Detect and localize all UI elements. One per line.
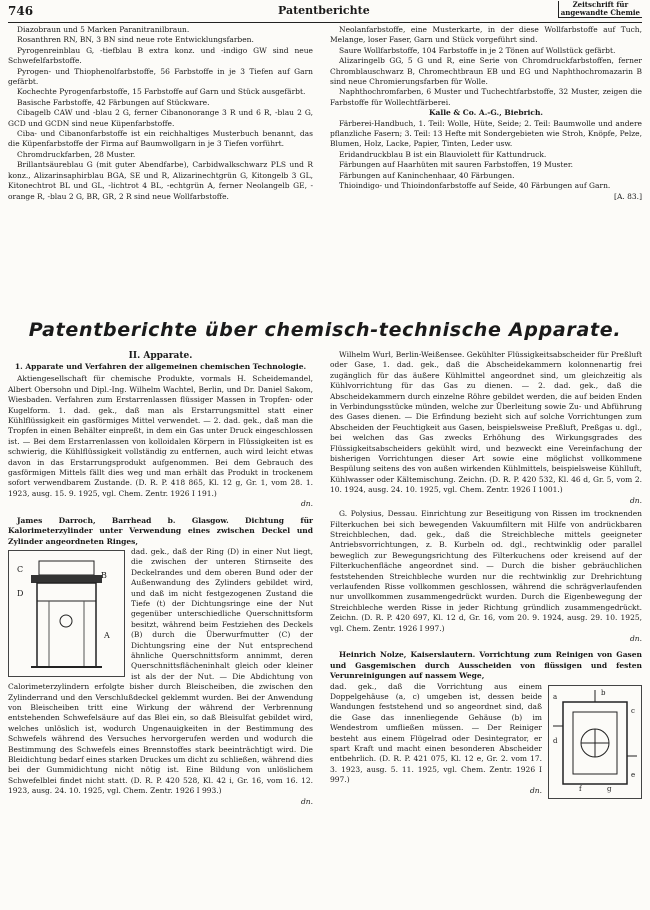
entry: Färbungen auf Haarhüten mit sauren Farbstoffen, 19 Muster.	[339, 160, 574, 170]
signature: dn.	[300, 796, 313, 806]
entry: Naphthochromfarben, 6 Muster und Tuchechtfarbstoffe, 32 Muster, zeigen die Farbstoffe für Wollechtfärberei.	[330, 87, 642, 107]
entry: Cibagelb CAW und -blau 2 G, ferner Cibanonorange 3 R und 6 R, -blau 2 G, GCD und GCDN sind neue Küpenfarbstoffe.	[8, 108, 313, 128]
page-number: 746	[8, 4, 34, 18]
fig-label: B	[101, 570, 107, 580]
fig-label: A	[104, 630, 110, 640]
entry: Pyrogenreinblau G, -tiefblau B extra konz. und -indigo GW sind neue Schwefelfarbstoffe.	[8, 45, 313, 66]
journal-line-1: Zeitschrift für	[572, 0, 629, 9]
page-header	[8, 0, 642, 23]
top-right-column	[330, 25, 642, 202]
signature: dn.	[529, 785, 542, 795]
figure-gas-cleaner	[548, 685, 642, 799]
patent-entry: G. Polysius, Dessau. Einrichtung zur Beseitigung von Rissen im trocknenden Filterkuchen bei sich bewegenden Vakuumfiltern mit Hilfe von andrückbaren Streichblechen, dad. gek., daß die Streichbleche mittels geeigneter Antriebsvorrichtungen, z. B. Kurbeln od. dgl., rechtwinklig oder parallel beweglich zur Bewegungsrichtung des Filterkuchens oder kreisend auf der Filterkuchenfläche angeordnet sind. — Durch die bisher gebräuchlichen feststehenden Streichbleche wurden nur die rechtwinklig zur Drehrichtung verlaufenden Risse vollkommen geschlossen, während die schrägverlaufenden nur unvollkommen zusammengedrückt wurden. Durch die Eigenbewegung der Streichbleche werden Risse in jeder Richtung gründlich zusammengedrückt. Zeichn. (D. R. P. 420 697, Kl. 12 d, Gr. 16, vom 20. 9. 1924, ausg. 29. 10. 1925, vgl. Chem. Zentr. 1926 I 997.)	[330, 509, 642, 633]
signature: dn.	[629, 495, 642, 505]
entry: Thioindigo- und Thioindonfarbstoffe auf Seide, 40 Färbungen auf Garn.	[339, 181, 611, 191]
lower-right-column	[330, 350, 642, 801]
entry: Färbungen auf Kaninchenhaar, 40 Färbungen.	[339, 170, 515, 180]
fig-label: b	[601, 688, 606, 697]
patent-entry: Aktiengesellschaft für chemische Produkte, vormals H. Scheidemandel, Albert Obersohn und Dipl.-Ing. Wilhelm Wachtel, Berlin, und Dr. Daniel Sakom, Wiesbaden. Verfahren zum Erstarrenlassen flüssiger Massen in Tropfen- oder Kugelform. 1. dad. gek., daß man als Erstarrungsmittel statt einer Kühlflüssigkeit ein gasförmiges Mittel verwendet. — 2. dad. gek., daß man die Tropfen in einen Behälter einpreßt, in dem ein Gas unter Druck eingeschlossen ist. — Bei dem Erstarrenlassen von kolloidalen Körpern in Flüssigkeiten ist es schwierig, die Kühlflüssigkeit vollständig zu entfernen, auch wird leicht etwas davon in das Erstarrungsprodukt aufgenommen. Bei dem Gebrauch des gasförmigen Mittels fällt dies weg und man erhält das Produkt in trockenem sofort verwendbarem Zustande. (D. R. P. 418 865, Kl. 12 g, Gr. 1, vom 28. 1. 1923, ausg. 15. 9. 1925, vgl. Chem. Zentr. 1926 I 191.)	[8, 374, 313, 498]
fig-label: C	[17, 564, 24, 574]
entry: Kochechte Pyrogenfarbstoffe, 15 Farbstoffe auf Garn und Stück ausgefärbt.	[17, 87, 306, 97]
entry: Ciba- und Cibanonfarbstoffe ist ein reichhaltiges Musterbuch benannt, das die Küpenfarbstoffe der Firma auf Baumwollgarn in je 3 Tiefen vorführt.	[8, 129, 313, 149]
entry: Neolanfarbstoffe, eine Musterkarte, in der diese Wollfarbstoffe auf Tuch, Melange, loser Faser, Garn und Stück vorgeführt sind.	[330, 25, 642, 45]
journal-box	[558, 1, 642, 18]
journal-line-2: angewandte Chemie	[560, 8, 640, 17]
fig-label: g	[607, 784, 612, 793]
entry: Pyrogen- und Thiophenolfarbstoffe, 56 Farbstoffe in je 3 Tiefen auf Garn gefärbt.	[8, 66, 313, 87]
signature: dn.	[300, 499, 313, 509]
fig-label: e	[631, 770, 636, 779]
entry: Alizaringelb GG, 5 G und R, eine Serie von Chromdruckfarbstoffen, ferner Chromblauschwarz B, Chromechtbraun EB und EG und Naphthochromazarin B sind neue Chromierungsfarben für Wolle.	[330, 56, 642, 87]
entry: Diazobraun und 5 Marken Paranitranilbraun.	[17, 25, 190, 34]
lower-left-column	[8, 350, 313, 807]
gas-cleaner-drawing	[549, 686, 641, 798]
entry: Eridandruckblau B ist ein Blauviolett für Kattundruck.	[339, 149, 547, 159]
top-left-column	[8, 25, 313, 202]
fig-label: D	[17, 588, 24, 598]
subheading: 1. Apparate und Verfahren der allgemeinen chemischen Technologie.	[14, 362, 307, 371]
patent-body: dad. gek., daß der Ring (D) in einer Nut liegt, die zwischen der unteren Stirnseite des Deckelrandes und dem oberen Bund oder der Außenwandung des Zylinders gebildet wird, und daß im nicht festgezogenen Zustand die Tiefe (t) der Dichtungsringe eine der Nut gegenüber unterschiedliche Querschnittsform besitzt, während beim Festziehen des Deckels (B) durch die Überwurfmutter (C) der Dichtungsring eine der Nut entsprechend ähnliche Querschnittsform annimmt, deren Querschnittsflächeninhalt gleich oder kleiner ist als der der Nut. — Die Abdichtung von Calorimeterzylindern erfolgte bisher durch Bleischeiben, die zwischen den Zylinderrand und den Verschlußdeckel geklemmt wurden. Bei der Anwendung von Bleischeiben tritt eine Wirkung der während der Verbrennung entstehenden Schwefelsäure auf das Blei ein, so daß Bleisulfat gebildet wird, welches unlöslich ist, wodurch Ungenauigkeiten in der Bestimmung des Schwefels während des Versuches hervorgerufen werden und wodurch die Bestimmung des Schwefels eines Brennstoffes stark beeinträchtigt wird. Die Bleidichtung bedarf eines starken Druckes um dicht zu schließen, während dies bei der Gummidichtung nicht nötig ist. Eine Bildung von unlöslichem Schwefelblei findet nicht statt. (D. R. P. 420 528, Kl. 42 i, Gr. 16, vom 16. 12. 1923, ausg. 24. 10. 1925, vgl. Chem. Zentr. 1926 I 993.)	[8, 546, 313, 796]
patent-heading: Heinrich Nolze, Kaiserslautern. Vorrichtung zum Reinigen von Gasen und Gasgemischen durch Ausscheiden von flüssigen und festen Verunreinigungen auf nassem Wege,	[330, 650, 642, 681]
reference: [A. 83.]	[614, 191, 642, 201]
fig-label: f	[579, 784, 582, 793]
signature: dn.	[629, 633, 642, 643]
section-title: Patentberichte über chemisch-technische Apparate.	[28, 319, 622, 341]
figure-calorimeter	[8, 550, 125, 677]
fig-label: d	[553, 736, 558, 745]
fig-label: a	[553, 692, 558, 701]
entry: Färberei-Handbuch, 1. Teil: Wolle, Hüte, Seide; 2. Teil: Baumwolle und andere pflanzliche Fasern; 3. Teil: 13 Hefte mit Sondergebieten wie Stroh, Knöpfe, Pelze, Blumen, Holz, Lacke, Papier, Tinten, Leder usw.	[330, 118, 642, 149]
patent-entry: Wilhelm Wurl, Berlin-Weißensee. Gekühlter Flüssigkeitsabscheider für Preßluft oder Gase, 1. dad. gek., daß die Abscheidekammern kolonnenartig frei zugänglich für das äußere Kühlmittel angeordnet sind, um gleichzeitig als Kühlvorrichtung für das Gas zu dienen. — 2. dad. gek., daß die Abscheidekammern durch einzelne Röhre gebildet werden, die auf beiden Enden in Verbindungsstücke münden, welche zur Überleitung sowie Zu- und Abführung des Gases dienen. — Die Erfindung bezieht sich auf solche Vorrichtungen zum Abscheiden der Feuchtigkeit aus Gasen, beispielsweise Preßluft, Preßgas u. dgl., bei welchen das Gas zwecks Erhöhung des Wirkungsgrades des Flüssigkeitsabscheiders gekühlt wird, und bezweckt eine Vereinfachung der bisherigen Vorrichtungen dieser Art sowie eine möglichst vollkommene Bespülung seitens des von außen wirkenden Kühlmittels, beispielsweise Kühlluft, Kühlwasser oder Kältemischung. Zeichn. (D. R. P. 420 532, Kl. 46 d, Gr. 5, vom 2. 10. 1924, ausg. 24. 10. 1925, vgl. Chem. Zentr. 1926 I 1001.)	[330, 350, 642, 495]
entry: Chromdruckfarben, 28 Muster.	[17, 149, 136, 159]
entry: Rosanthren RN, BN, 3 BN sind neue rote Entwicklungsfarben.	[17, 35, 254, 45]
patent-heading: James Darroch, Barrhead b. Glasgow. Dichtung für Kalorimeterzylinder unter Verwendung eines zwischen Deckel und Zylinder angeordneten Ringes,	[8, 515, 313, 546]
heading: II. Apparate.	[128, 351, 193, 361]
entry: Brillantsäureblau G (mit guter Abendfarbe), Carbidwalkschwarz PLS und R konz., Alizarinsaphirblau BGA, SE und R, Alizarinechtgrün G, Kitongelb 3 GL, Kitonechtrot BL und GL, -lichtrot 4 BL, -echtgrün A, ferner Neolangelb GE, -orange R, -blau 2 G, BR, GR, 2 R sind neue Wollfarbstoffe.	[8, 160, 313, 201]
company-heading: Kalle & Co. A.-G., Biebrich.	[428, 108, 544, 118]
entry: Basische Farbstoffe, 42 Färbungen auf Stückware.	[17, 97, 210, 107]
patent-body: dad. gek., daß die Vorrichtung aus einem Doppelgehäuse (a, c) umgeben ist, dessen beide Wandungen feststehend und so angeordnet sind, daß die Gase das innenliegende Gehäuse (b) im Wendestrom umfließen müssen. — Der Reiniger besteht aus einem Flügelrad oder Desintegrator, er spart Kraft und macht einen besonderen Abscheider entbehrlich. (D. R. P. 421 075, Kl. 12 e, Gr. 2. vom 17. 3. 1923, ausg. 5. 11. 1925, vgl. Chem. Zentr. 1926 I 997.)	[330, 681, 542, 785]
entry: Saure Wollfarbstoffe, 104 Farbstoffe in je 2 Tönen auf Wollstück gefärbt.	[339, 45, 616, 55]
fig-label: c	[631, 706, 635, 715]
calorimeter-drawing	[9, 551, 124, 676]
running-title: Patentberichte	[278, 4, 370, 17]
